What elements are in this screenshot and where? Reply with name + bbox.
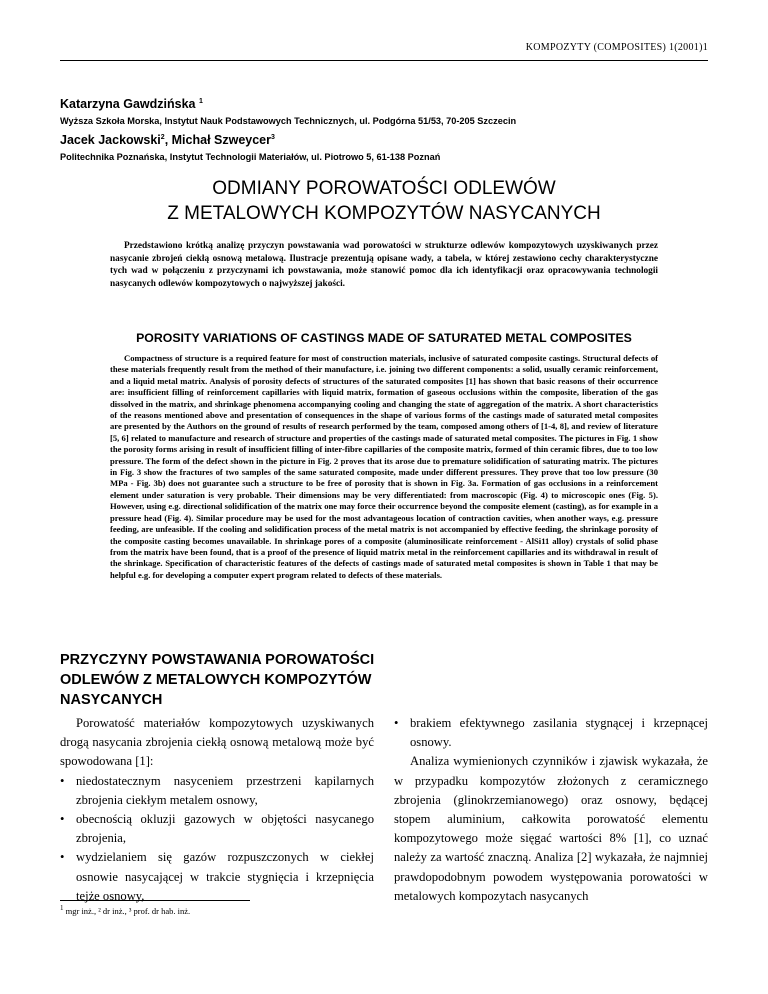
list-item: • brakiem efektywnego zasilania stygnącej i krzepnącej osnowy. — [394, 716, 708, 750]
author-1 — [60, 97, 203, 111]
author-2-name: Jacek Jackowski — [60, 133, 161, 147]
paper-title — [60, 176, 708, 226]
abstract-english: Compactness of structure is a required feature for most of construction materials, inclusive of saturated composite castings. Structural defects of these materials frequently result from the method of their manufacture, i.e. joining two different components: a solid, usually ceramic reinforcement, and a liquid metal matrix. Analysis of porosity defects of structures of the saturated composites [1] has shown that basic reasons of their occurrence are: insufficient filling of reinforcement capillaries with liquid matrix, formation of gaseous occlusions within the composite, liberation of the gas dissolved in the matrix, and shrinkage phenomena accompanying cooling and changing the state of aggregation of the matrix. A short characteristics of the reasons mentioned above and presentation of consequences in the shape of various forms of the castings made of saturated metal composites are presented by the Authors on the ground of results of research performed by the team, composed among others of [1-4, 8], and review of literature [5, 6] related to manufacture and research of structure and properties of the castings made of saturated metal composites. The pictures in Fig. 1 show the porosity forms arising in result of insufficient filling of inter-fibre capillaries of the composite matrix, formed of thin ceramic fibres, due to too low pressure. The form of the defect shown in the picture in Fig. 2 proves that its arose due to premature solidification of saturating matrix. The pictures in Fig. 3 show the fractures of two samples of the same saturated composite, made under different pressures. They prove that too low pressure (30 MPa - Fig. 3b) does not guarantee such a structure to be free of porosity that is shown in Fig. 3a. Formation of gas occlusions in a reinforcement element under saturation is very probable. Their dimensions may be very differentiated: from macroscopic (Fig. 4) to microscopic ones (Fig. 5). However, using e.g. directional solidification of the matrix one may force their occurrence beyond the composite element (casting), as for example in a pressure head (Fig. 4). Similar procedure may be used for the most advantageous location of contraction cavities, when another ways, e.g. pressure feeding, are unfeasible. If the cooling and solidification process of the metal matrix is not accompanied by effective feeding, the shrinkage porosity of the composite casting becomes unavailable. In shrinkage pores of a composite (aluminosilicate reinforcement - AlSi11 alloy) crystals of solid phase from the matrix have been found, that is a proof of the presence of liquid matrix metal in the reinforcement capillaries and its withdrawal in result of the shrinkage. Specification of characteristic features of the defects of castings made of saturated metal composites is shown in Table 1 that may be helpful e.g. for developing a computer expert program related to defects of these materials. — [110, 353, 659, 580]
header-rule — [60, 60, 708, 61]
footnote — [60, 906, 190, 916]
author-1-name: Katarzyna Gawdzińska — [60, 97, 196, 111]
list-item: • wydzielaniem się gazów rozpuszczonych w ciekłej osnowie nasycającej w trakcie stygnięcia i krzepnięcia tejże osnowy, — [60, 850, 374, 903]
footnote-rule — [60, 900, 250, 901]
abstract-polish: Przedstawiono krótką analizę przyczyn powstawania wad porowatości w strukturze odlewów kompozytowych uzyskiwanych przez nasycanie zbrojeń ciekłą osnową metalową. Ilustracje prezentują opisane wady, a tabela, w której zestawiono cechy charakterystyczne tych wad w połączeniu z przyczynami ich powstawania, może stanowić pomoc dla ich identyfikacji oraz opracowywania technologii nasycanych odlewów kompozytowych o najwyższej jakości. — [110, 241, 658, 289]
bullet-icon: • — [60, 812, 65, 827]
author-2-sup: 2 — [160, 133, 165, 141]
affiliation-2: Politechnika Poznańska, Instytut Technologii Materiałów, ul. Piotrowo 5, 61-138 Poznań — [60, 152, 441, 162]
cause-list-left — [60, 772, 374, 906]
author-3-name: Michał Szweycer — [171, 133, 271, 147]
column-right — [394, 714, 708, 906]
author-1-sup: 1 — [198, 97, 203, 105]
list-item: • obecnością okluzji gazowych w objętości nasycanego zbrojenia, — [60, 812, 374, 846]
footnote-mark: 1 — [60, 904, 64, 913]
paper-title-line1: ODMIANY POROWATOŚCI ODLEWÓW — [212, 178, 556, 199]
column-left — [60, 714, 374, 906]
list-item: • niedostatecznym nasyceniem przestrzeni kapilarnych zbrojenia ciekłym metalem osnowy, — [60, 773, 374, 807]
affiliation-1: Wyższa Szkoła Morska, Instytut Nauk Podstawowych Technicznych, ul. Podgórna 51/53, 70-205 Szczecin — [60, 116, 517, 126]
bullet-icon: • — [60, 850, 65, 865]
footnote-text: mgr inż., ² dr inż., ³ prof. dr hab. inż. — [65, 906, 191, 916]
bullet-icon: • — [60, 773, 65, 788]
cause-list-right — [394, 714, 708, 752]
author-2 — [60, 133, 275, 147]
paper-title-line2: Z METALOWYCH KOMPOZYTÓW NASYCANYCH — [167, 203, 601, 224]
bullet-icon: • — [394, 716, 399, 730]
analysis-paragraph: Analiza wymienionych czynników i zjawisk wykazała, że w przypadku kompozytów złożonych z ceramicznego zbrojenia (glinokrzemianowego) oraz osnowy, będącej stopem aluminium, całkowita porowatość elementu kompozytowego może sięgać wartości 8% [1], co uznać należy za wartość znaczną. Analiza [2] wykazała, że najmniej prawdopodobnym powodem występowania porowatości w metalowych kompozytach nasycanych — [394, 754, 708, 903]
section-heading: PRZYCZYNY POWSTAWANIA POROWATOŚCI ODLEWÓW Z METALOWYCH KOMPOZYTÓW NASYCANYCH — [60, 652, 375, 708]
author-3-sup: 3 — [271, 133, 275, 141]
english-title: POROSITY VARIATIONS OF CASTINGS MADE OF SATURATED METAL COMPOSITES — [136, 331, 632, 345]
intro-paragraph: Porowatość materiałów kompozytowych uzyskiwanych drogą nasycania zbrojenia ciekłą osnową metalową może być spowodowana [1]: — [60, 716, 374, 769]
author-separator: , — [164, 133, 172, 147]
journal-header: KOMPOZYTY (COMPOSITES) 1(2001)1 — [525, 42, 708, 53]
